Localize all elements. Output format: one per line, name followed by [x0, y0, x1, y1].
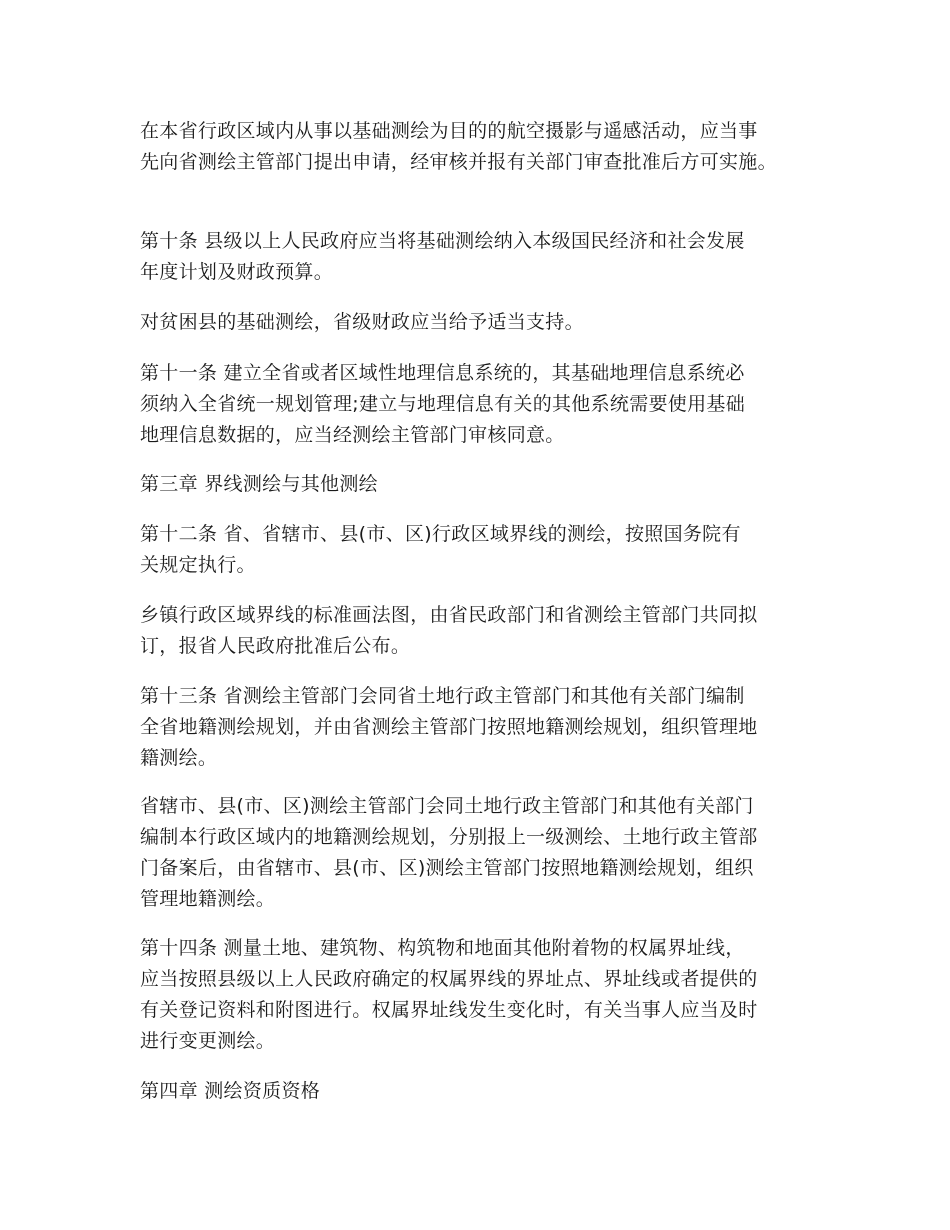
text-line: 关规定执行。 [140, 554, 256, 576]
chapter-heading-3 [140, 469, 378, 500]
paragraph-poor-county-support [140, 307, 584, 338]
text-line: 第十四条 测量土地、建筑物、构筑物和地面其他附着物的权属界址线， [140, 937, 745, 959]
text-line: 编制本行政区域内的地籍测绘规划，分别报上一级测绘、土地行政主管部 [140, 826, 758, 848]
text-line: 有关登记资料和附图进行。权属界址线发生变化时，有关当事人应当及时 [140, 999, 758, 1021]
text-line: 门备案后，由省辖市、县(市、区)测绘主管部门按照地籍测绘规划，组织 [140, 857, 754, 879]
text-line: 全省地籍测绘规划，并由省测绘主管部门按照地籍测绘规划，组织管理地 [140, 716, 758, 738]
text-line: 管理地籍测绘。 [140, 888, 276, 910]
paragraph-article-11 [140, 358, 745, 451]
text-line: 须纳入全省统一规划管理;建立与地理信息有关的其他系统需要使用基础 [140, 393, 746, 415]
paragraph-article-13 [140, 681, 758, 774]
text-line: 第十二条 省、省辖市、县(市、区)行政区域界线的测绘，按照国务院有 [140, 523, 741, 545]
paragraph-article-14 [140, 933, 758, 1057]
chapter-heading-4 [140, 1076, 320, 1107]
paragraph-article-12 [140, 519, 741, 581]
text-line: 年度计划及财政预算。 [140, 261, 334, 283]
text-line: 先向省测绘主管部门提出申请，经审核并报有关部门审查批准后方可实施。 [140, 151, 777, 173]
text-line: 应当按照县级以上人民政府确定的权属界线的界址点、界址线或者提供的 [140, 968, 758, 990]
paragraph-aerial-survey [140, 116, 777, 178]
text-line: 进行变更测绘。 [140, 1030, 276, 1052]
paragraph-municipal-cadastral [140, 791, 758, 915]
text-line: 在本省行政区域内从事以基础测绘为目的的航空摄影与遥感活动，应当事 [140, 120, 758, 142]
text-line: 订，报省人民政府批准后公布。 [140, 635, 411, 657]
text-line: 籍测绘。 [140, 747, 218, 769]
paragraph-article-10 [140, 226, 745, 288]
text-line: 乡镇行政区域界线的标准画法图，由省民政部门和省测绘主管部门共同拟 [140, 604, 758, 626]
text-line: 第三章 界线测绘与其他测绘 [140, 473, 378, 495]
text-line: 地理信息数据的，应当经测绘主管部门审核同意。 [140, 424, 565, 446]
text-line: 对贫困县的基础测绘，省级财政应当给予适当支持。 [140, 311, 584, 333]
text-line: 省辖市、县(市、区)测绘主管部门会同土地行政主管部门和其他有关部门 [140, 795, 754, 817]
text-line: 第十一条 建立全省或者区域性地理信息系统的，其基础地理信息系统必 [140, 362, 745, 384]
paragraph-township-boundary [140, 600, 758, 662]
text-line: 第十三条 省测绘主管部门会同省土地行政主管部门和其他有关部门编制 [140, 685, 745, 707]
text-line: 第十条 县级以上人民政府应当将基础测绘纳入本级国民经济和社会发展 [140, 230, 745, 252]
text-line: 第四章 测绘资质资格 [140, 1080, 321, 1102]
